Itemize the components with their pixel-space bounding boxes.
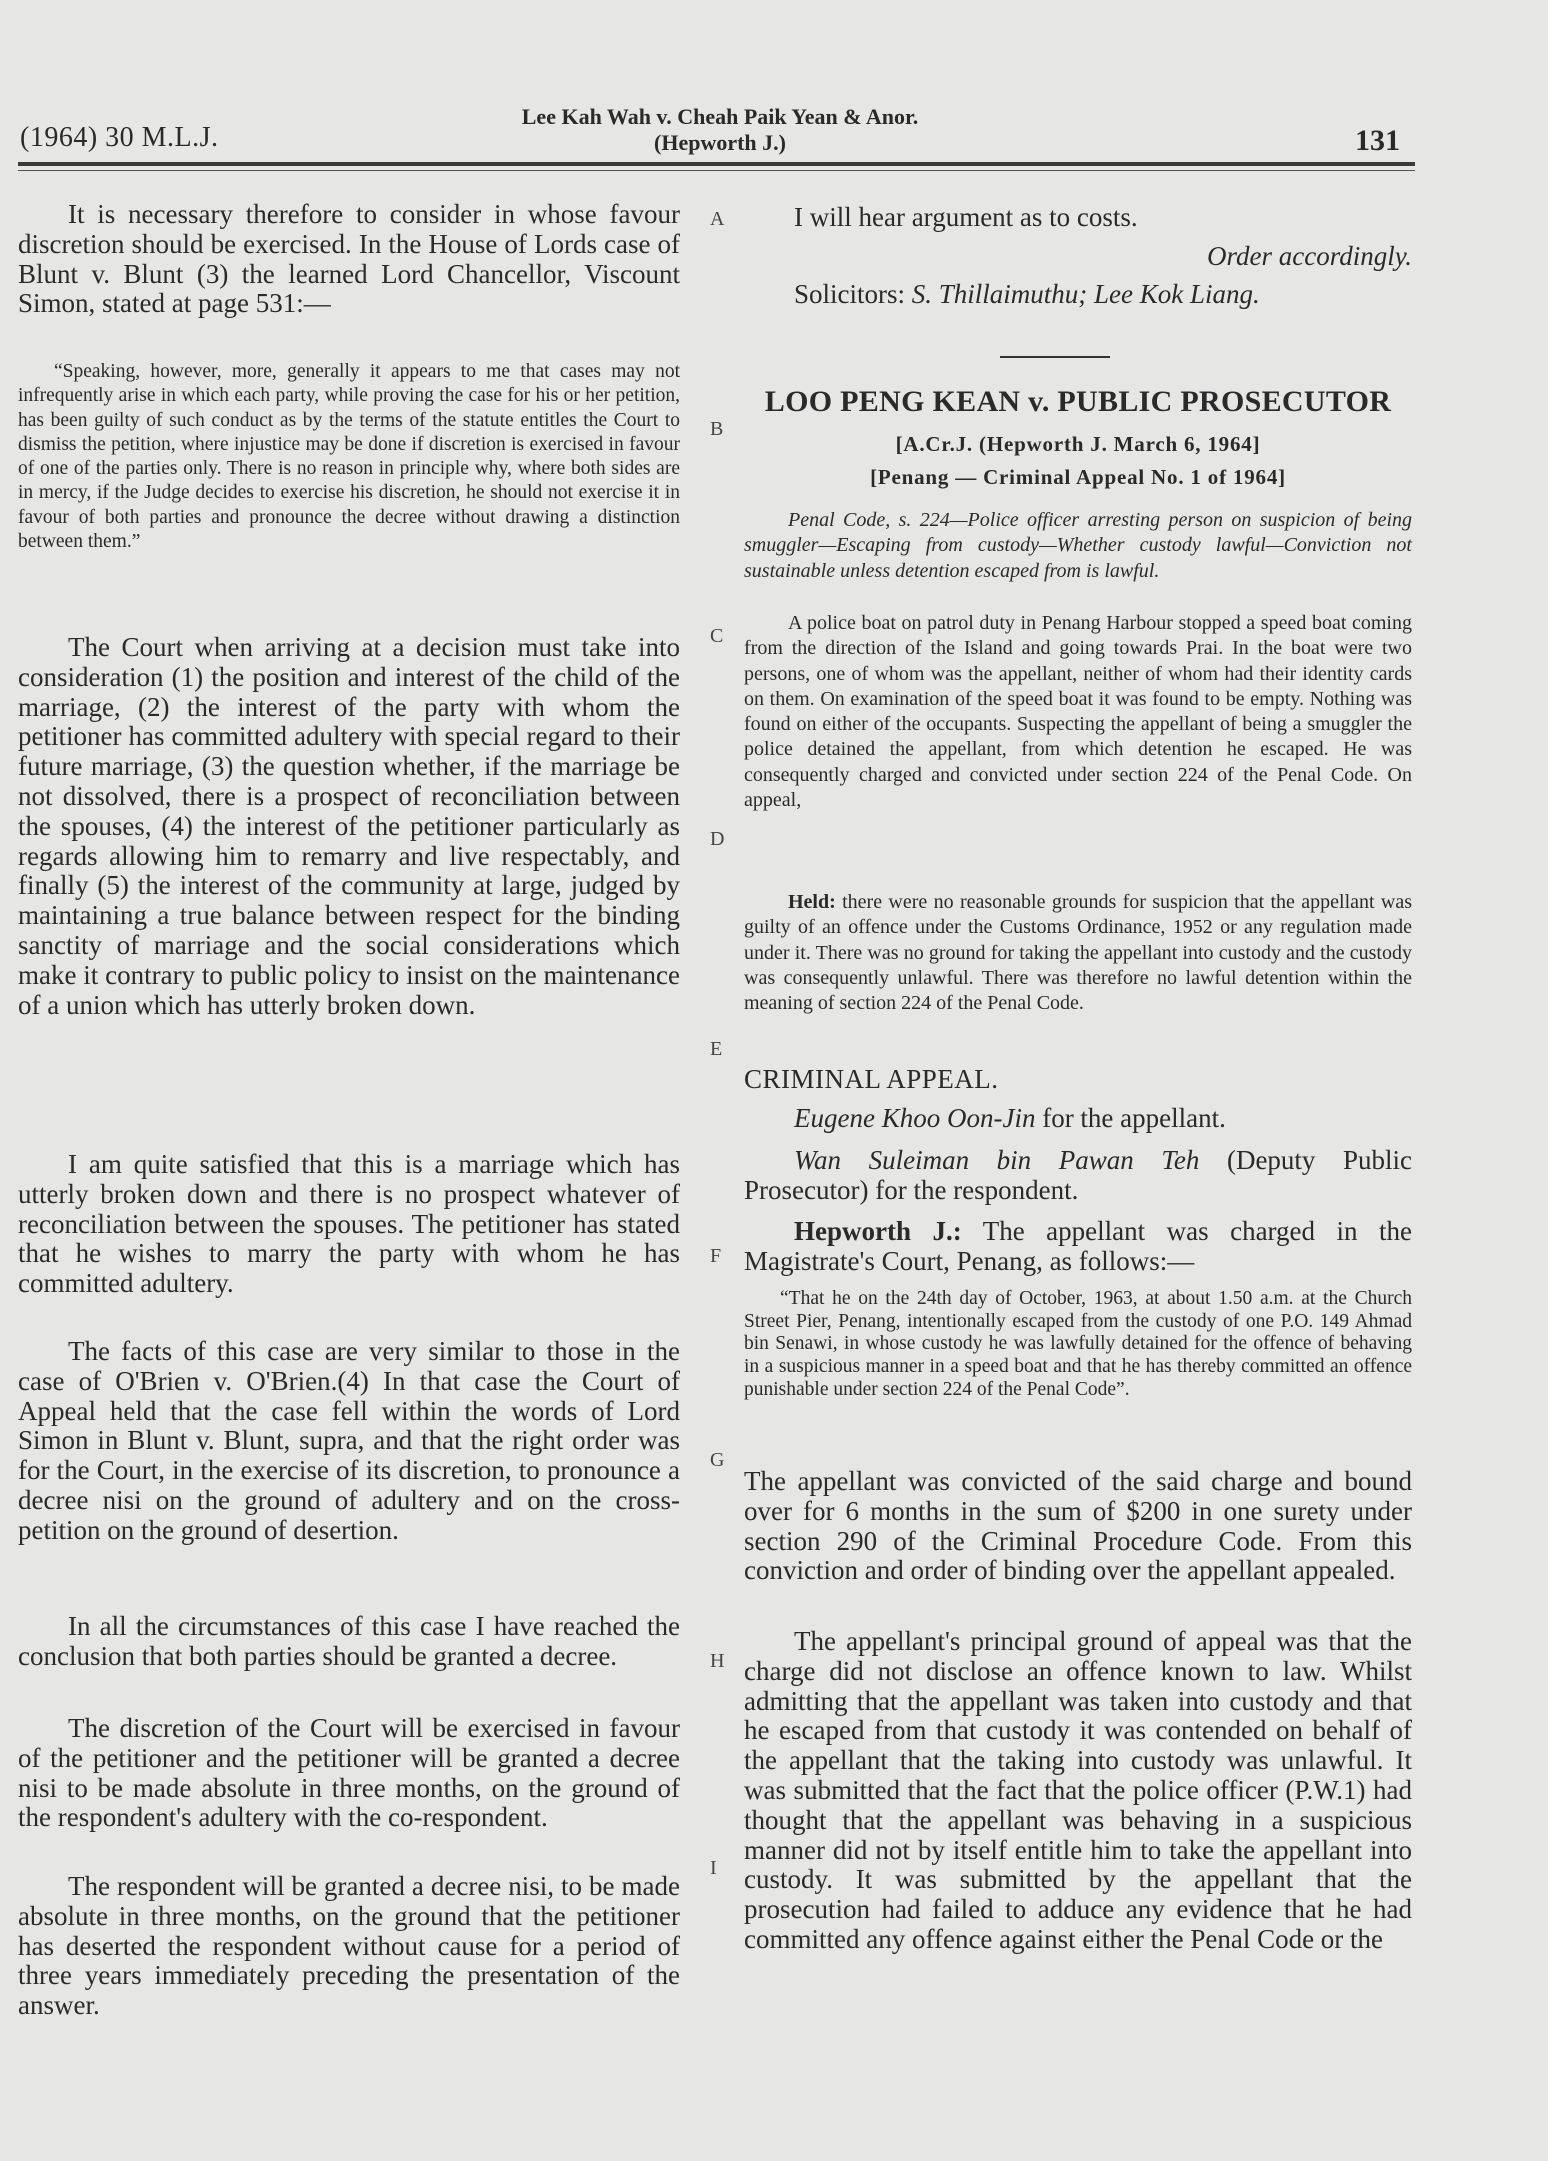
court-citation: [A.Cr.J. (Hepworth J. March 6, 1964] [895,432,1261,456]
headnote-held [744,890,1412,1016]
solicitors-names: S. Thillaimuthu; Lee Kok Liang. [911,279,1260,309]
running-judge: (Hepworth J.) [654,130,786,155]
margin-letter: A [710,208,725,230]
counsel-appellant-role: for the appellant. [1042,1103,1226,1133]
judgment-intro [744,1217,1412,1277]
margin-letter: F [710,1245,722,1267]
counsel-appellant [744,1104,1412,1134]
paragraph: The discretion of the Court will be exercised in favour of the petitioner and the petitioner will be granted a decree nisi to be made absolute in three months, on the ground of the respondent's adultery with the co-respondent. [18,1713,680,1833]
case-title: LOO PENG KEAN v. PUBLIC PROSECUTOR [764,385,1392,418]
counsel-appellant-name: Eugene Khoo Oon-Jin [794,1103,1036,1133]
solicitors-label: Solicitors: [794,279,906,309]
counsel-respondent-role: (Deputy Public Prosecutor) for the respondent. [744,1145,1413,1205]
margin-letter: B [710,418,724,440]
charge-quote: “That he on the 24th day of October, 1963, at about 1.50 a.m. at the Church Street Pier, Penang, intentionally escaped from the custody of one P.O. 149 Ahmad bin Senawi, in whose custody he was lawfully detained for the offence of behaving in a suspicious manner in a speed boat and that he has thereby committed an offence punishable under section 224 of the Penal Code”. [744,1288,1412,1400]
running-header [440,104,1000,156]
margin-letter: I [710,1857,717,1879]
counsel-respondent [744,1146,1412,1206]
margin-letter: C [710,625,724,647]
paragraph: The respondent will be granted a decree nisi, to be made absolute in three months, on the ground that the petitioner has deserted the respondent without cause for a period of three years immediately preceding the presentation of the answer. [18,1871,680,2021]
criminal-appeal-heading: CRIMINAL APPEAL. [744,1064,999,1094]
counsel-respondent-name: Wan Suleiman bin Pawan Teh [794,1145,1200,1175]
margin-letter: E [710,1038,723,1060]
paragraph: It is necessary therefore to consider in whose favour discretion should be exercised. In the House of Lords case of Blunt v. Blunt (3) the learned Lord Chancellor, Viscount Simon, stated at page 531:— [18,199,680,319]
paragraph: I am quite satisfied that this is a marriage which has utterly broken down and there is no prospect whatever of reconciliation between the spouses. The petitioner has stated that he wishes to marry the party with whom he has committed adultery. [18,1149,680,1299]
solicitors-line [744,280,1412,310]
margin-letter: H [710,1650,725,1672]
case-separator-rule [1000,356,1110,358]
order-line: Order accordingly. [1207,241,1412,271]
header-rule [18,162,1415,166]
held-label: Held: [788,891,836,913]
running-case-title: Lee Kah Wah v. Cheah Paik Yean & Anor. [521,104,919,129]
held-text: there were no reasonable grounds for suspicion that the appellant was guilty of an offence under the Customs Ordinance, 1952 or any regulation made under it. There was no ground for taking the appellant into custody and the custody was consequently unlawful. There was therefore no lawful detention within the meaning of section 224 of the Penal Code. [744,891,1413,1015]
margin-letter: G [710,1449,725,1471]
journal-citation: (1964) 30 M.L.J. [20,122,219,153]
judgment-intro-text: The appellant was charged in the Magistrate's Court, Penang, as follows:— [744,1216,1412,1276]
judge-name: Hepworth J.: [794,1216,962,1246]
catchwords: Penal Code, s. 224—Police officer arresting person on suspicion of being smuggler—Escaping from custody—Whether custody lawful—Conviction not sustainable unless detention escaped from is lawful. [744,509,1412,582]
paragraph: The appellant was convicted of the said charge and bound over for 6 months in the sum of $200 in one surety under section 290 of the Criminal Procedure Code. From this conviction and order of binding over the appellant appealed. [744,1466,1412,1586]
headnote-facts: A police boat on patrol duty in Penang Harbour stopped a speed boat coming from the direction of the Island and going towards Prai. In the boat were two persons, one of whom was the appellant, neither of whom had their identity cards on them. On examination of the speed boat it was found to be empty. Nothing was found on either of the occupants. Suspecting the appellant of being a smuggler the police detained the appellant, from which detention he escaped. He was consequently charged and convicted under section 224 of the Penal Code. On appeal, [744,612,1412,812]
costs-line: I will hear argument as to costs. [794,202,1138,232]
paragraph: In all the circumstances of this case I have reached the conclusion that both parties should be granted a decree. [18,1611,680,1671]
header-rule-thin [18,170,1415,171]
paragraph: The appellant's principal ground of appeal was that the charge did not disclose an offence known to law. Whilst admitting that the appellant was taken into custody and that he escaped from that custody it was contended on behalf of the appellant that the taking into custody was unlawful. It was submitted that the fact that the police officer (P.W.1) had thought that the appellant was behaving in a suspicious manner did not by itself entitle him to take the appellant into custody. It was submitted by the appellant that the prosecution had failed to adduce any evidence that he had committed any offence against either the Penal Code or the [744,1626,1412,1954]
paragraph: The facts of this case are very similar to those in the case of O'Brien v. O'Brien.(4) In that case the Court of Appeal held that the case fell within the words of Lord Simon in Blunt v. Blunt, supra, and that the right order was for the Court, in the exercise of its discretion, to pronounce a decree nisi on the ground of adultery and on the cross-petition on the ground of desertion. [18,1336,680,1545]
appeal-citation: [Penang — Criminal Appeal No. 1 of 1964] [870,465,1286,489]
block-quote: “Speaking, however, more, generally it appears to me that cases may not infrequently arise in which each party, while proving the case for his or her petition, has been guilty of such conduct as by the terms of the statute entitles the Court to dismiss the petition, where injustice may be done if discretion is exercised in favour of one of the parties only. There is no reason in principle why, where both sides are in mercy, if the Judge decides to exercise his discretion, he should not exercise it in favour of both parties and pronounce the decree without drawing a distinction between them.” [18,361,680,553]
margin-letter: D [710,828,725,850]
page-number: 131 [1355,124,1400,157]
paragraph: The Court when arriving at a decision must take into consideration (1) the position and interest of the child of the marriage, (2) the interest of the party with whom the petitioner has committed adultery with special regard to their future marriage, (3) the question whether, if the marriage be not dissolved, there is a prospect of reconciliation between the spouses, (4) the interest of the petitioner particularly as regards allowing him to remarry and live respectably, and finally (5) the interest of the community at large, judged by maintaining a true balance between respect for the binding sanctity of marriage and the social considerations which make it contrary to public policy to insist on the maintenance of a union which has utterly broken down. [18,632,680,1020]
